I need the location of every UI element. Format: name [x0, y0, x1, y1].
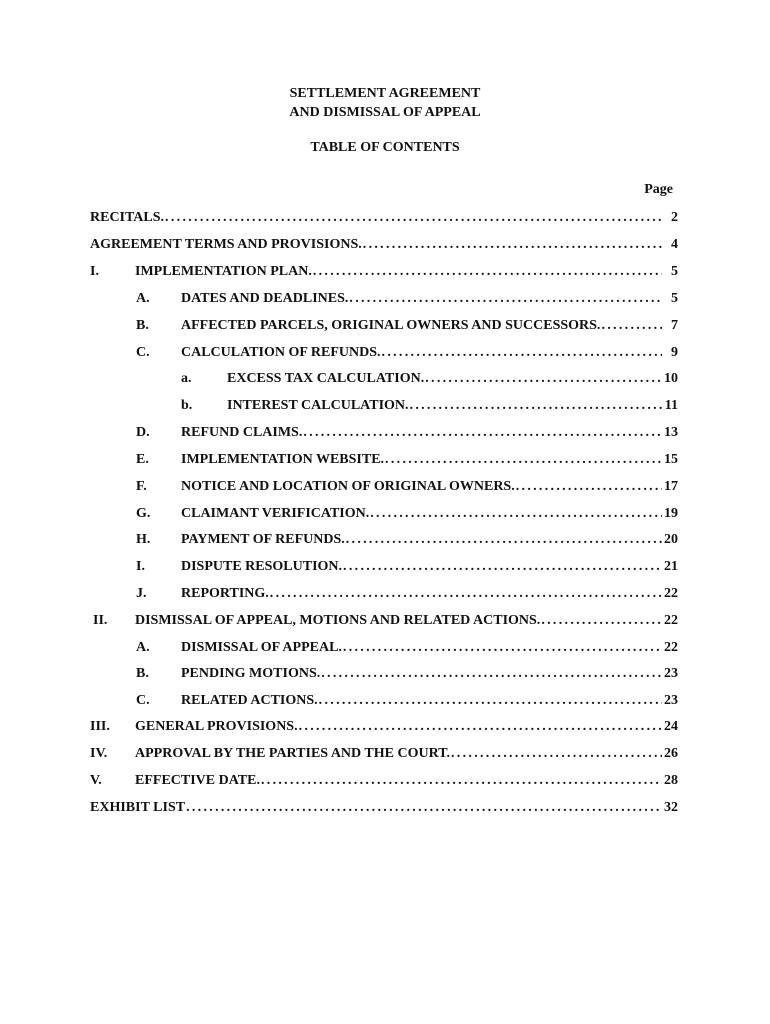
toc-entry-page-number: 23	[664, 666, 678, 681]
dot-leader	[370, 504, 662, 524]
toc-entry-page-number: 24	[664, 719, 678, 734]
document-title-line1: SETTLEMENT AGREEMENT	[289, 86, 481, 101]
dot-leader	[313, 262, 662, 282]
toc-entry	[181, 369, 678, 389]
toc-entry-label: IMPLEMENTATION WEBSITE.	[181, 452, 385, 467]
toc-entry-label: PENDING MOTIONS.	[181, 666, 321, 681]
toc-entry-page-number: 4	[671, 237, 678, 252]
toc-entry-label: PAYMENT OF REFUNDS.	[181, 532, 345, 547]
toc-entry-label: DISPUTE RESOLUTION.	[181, 559, 343, 574]
toc-entry	[90, 771, 678, 791]
toc-entry-page-number: 19	[664, 506, 678, 521]
toc-entry-label: GENERAL PROVISIONS.	[135, 719, 298, 734]
toc-entry-label: RECITALS.	[90, 210, 165, 225]
dot-leader	[425, 369, 662, 389]
dot-leader	[321, 664, 662, 684]
toc-entry	[136, 343, 678, 363]
toc-entry	[136, 477, 678, 497]
toc-entry-number: a.	[181, 371, 192, 386]
toc-entry-number: II.	[93, 613, 108, 628]
toc-entry-number: B.	[136, 666, 149, 681]
toc-entry-number: C.	[136, 693, 150, 708]
toc-entry-page-number: 22	[664, 586, 678, 601]
toc-entry-page-number: 20	[664, 532, 678, 547]
dot-leader	[346, 530, 662, 550]
toc-entry-page-number: 13	[664, 425, 678, 440]
toc-entry	[90, 208, 678, 228]
toc-entry-page-number: 22	[664, 613, 678, 628]
dot-leader	[349, 289, 662, 309]
toc-entry	[136, 557, 678, 577]
dot-leader	[303, 423, 662, 443]
toc-entry-label: DISMISSAL OF APPEAL, MOTIONS AND RELATED ACTIONS.	[135, 613, 541, 628]
dot-leader	[165, 208, 662, 228]
dot-leader	[299, 717, 662, 737]
toc-entry-number: I.	[136, 559, 145, 574]
toc-entry	[136, 664, 678, 684]
toc-entry-number: B.	[136, 318, 149, 333]
toc-entry-page-number: 5	[671, 291, 678, 306]
toc-entry-number: E.	[136, 452, 149, 467]
toc-entry	[90, 235, 678, 255]
toc-entry	[93, 611, 678, 631]
toc-entry-number: b.	[181, 398, 193, 413]
dot-leader	[186, 798, 662, 818]
toc-entry-label: IMPLEMENTATION PLAN.	[135, 264, 312, 279]
dot-leader	[601, 316, 662, 336]
toc-entry	[136, 584, 678, 604]
toc-entry	[181, 396, 678, 416]
toc-entry	[136, 691, 678, 711]
toc-entry	[136, 638, 678, 658]
toc-entry-label: DISMISSAL OF APPEAL.	[181, 640, 342, 655]
dot-leader	[363, 235, 662, 255]
toc-entry-label: AFFECTED PARCELS, ORIGINAL OWNERS AND SUCCESSORS.	[181, 318, 601, 333]
toc-entry-page-number: 7	[671, 318, 678, 333]
toc-entry-number: A.	[136, 291, 150, 306]
toc-entry	[90, 798, 678, 818]
toc-entry-label: REPORTING.	[181, 586, 269, 601]
toc-entry-page-number: 21	[664, 559, 678, 574]
toc-entry-number: A.	[136, 640, 150, 655]
toc-entry-number: I.	[90, 264, 99, 279]
toc-entry-page-number: 28	[664, 773, 678, 788]
toc-entry-label: REFUND CLAIMS.	[181, 425, 303, 440]
toc-entry-page-number: 5	[671, 264, 678, 279]
toc-entry-page-number: 11	[664, 398, 678, 413]
toc-entry-page-number: 15	[664, 452, 678, 467]
toc-entry-label: EXCESS TAX CALCULATION.	[227, 371, 425, 386]
toc-entry-label: EXHIBIT LIST	[90, 800, 186, 815]
toc-entry	[136, 289, 678, 309]
toc-entry	[136, 423, 678, 443]
toc-entry	[90, 717, 678, 737]
dot-leader	[319, 691, 662, 711]
toc-entry-label: DATES AND DEADLINES.	[181, 291, 349, 306]
toc-entry-page-number: 2	[671, 210, 678, 225]
dot-leader	[451, 744, 662, 764]
toc-entry	[136, 316, 678, 336]
toc-heading: TABLE OF CONTENTS	[310, 140, 460, 155]
toc-entry-number: III.	[90, 719, 110, 734]
toc-entry-number: D.	[136, 425, 150, 440]
dot-leader	[410, 396, 662, 416]
dot-leader	[261, 771, 662, 791]
toc-entry-number: V.	[90, 773, 102, 788]
toc-entry	[90, 744, 678, 764]
dot-leader	[516, 477, 662, 497]
toc-entry-page-number: 26	[664, 746, 678, 761]
toc-entry-label: APPROVAL BY THE PARTIES AND THE COURT.	[135, 746, 450, 761]
dot-leader	[343, 557, 662, 577]
toc-entry	[90, 262, 678, 282]
toc-entry	[136, 530, 678, 550]
dot-leader	[343, 638, 662, 658]
toc-entry-page-number: 32	[664, 800, 678, 815]
toc-entry-number: G.	[136, 506, 151, 521]
toc-entry-number: C.	[136, 345, 150, 360]
dot-leader	[385, 450, 662, 470]
toc-entry-page-number: 10	[664, 371, 678, 386]
toc-entry-label: RELATED ACTIONS.	[181, 693, 318, 708]
dot-leader	[541, 611, 662, 631]
toc-entry-label: CALCULATION OF REFUNDS.	[181, 345, 381, 360]
page-column-heading: Page	[644, 182, 673, 197]
dot-leader	[270, 584, 662, 604]
toc-entry	[136, 450, 678, 470]
toc-entry-label: CLAIMANT VERIFICATION.	[181, 506, 370, 521]
toc-entry-number: IV.	[90, 746, 108, 761]
toc-entry-label: INTEREST CALCULATION.	[227, 398, 409, 413]
toc-entry-label: AGREEMENT TERMS AND PROVISIONS.	[90, 237, 362, 252]
toc-entry-label: NOTICE AND LOCATION OF ORIGINAL OWNERS.	[181, 479, 515, 494]
toc-entry-page-number: 17	[664, 479, 678, 494]
toc-entry	[136, 504, 678, 524]
toc-entry-page-number: 23	[664, 693, 678, 708]
toc-entry-number: J.	[136, 586, 147, 601]
toc-entry-label: EFFECTIVE DATE.	[135, 773, 260, 788]
dot-leader	[382, 343, 662, 363]
document-title-line2: AND DISMISSAL OF APPEAL	[289, 105, 481, 120]
toc-entry-page-number: 9	[671, 345, 678, 360]
toc-entry-number: F.	[136, 479, 147, 494]
toc-entry-page-number: 22	[664, 640, 678, 655]
toc-entry-number: H.	[136, 532, 151, 547]
